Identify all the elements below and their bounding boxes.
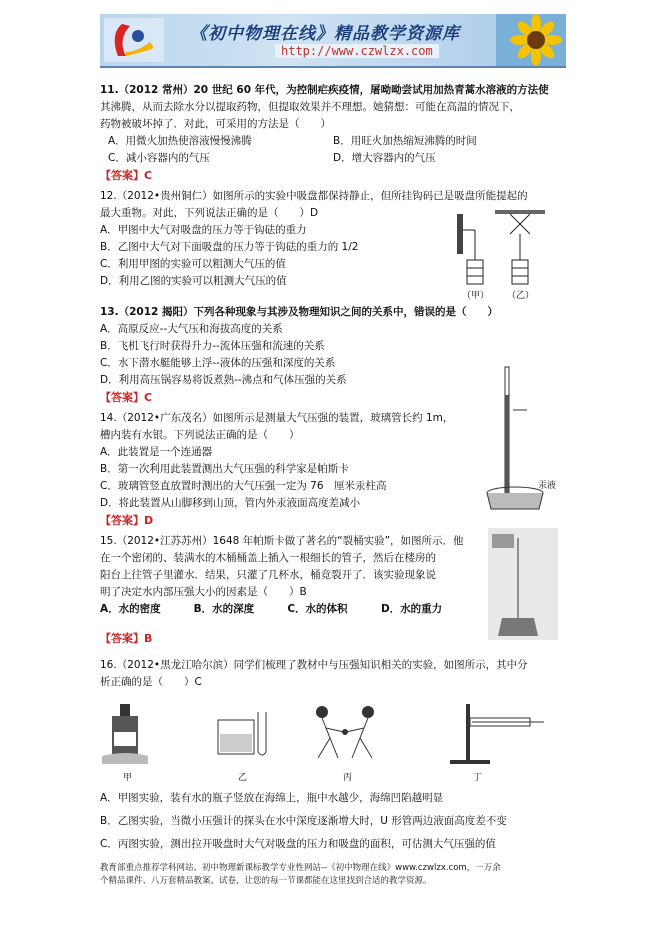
option-b: B．用旺火加热缩短沸腾的时间: [333, 135, 477, 147]
option-a: A．此装置是一个连通器: [100, 446, 213, 458]
option-d: D．水的重力: [380, 603, 443, 615]
figure-label-jia: 甲: [123, 773, 133, 783]
option-b: B．第一次利用此装置测出大气压强的科学家是帕斯卡: [100, 463, 349, 475]
question-15-line: 阳台上往管子里灌水．结果，只灌了几杯水，桶竟裂开了．该实验现象说: [100, 569, 436, 581]
option-c: C．玻璃管竖直放置时测出的大气压强一定为 76 厘米汞柱高: [100, 480, 387, 492]
footer-line: 教育部重点推荐学科网站、初中物理新课标教学专业性网站--《初中物理在线》www.czwlzx.com，一万余: [100, 863, 501, 873]
question-11-line: 其沸腾，从而去除水分以提取药物，但提取效果并不理想。她猜想：可能在高温的情况下，: [100, 101, 520, 113]
question-11-line: 11.（2012 常州）20 世纪 60 年代，为控制疟疾疫情，屠呦呦尝试用加热青蒿水溶液的方法使: [100, 84, 549, 96]
figure-label-ding: 丁: [473, 773, 483, 783]
question-16-line: 16.（2012•黑龙江哈尔滨）同学们梳理了教材中与压强知识相关的实验，如图所示，其中分: [100, 659, 528, 671]
sunflower-image: [496, 14, 566, 66]
option-b: B．乙图实验，当微小压强计的探头在水中深度逐渐增大时，U 形管两边液面高度差不变: [100, 815, 507, 827]
option-c: C．丙图实验，测出拉开吸盘时大气对吸盘的压力和吸盘的面积，可估测大气压强的值: [100, 838, 496, 850]
footer-line: 个精品课件、八万套精品教案、试卷，让您的每一节课都能在这里找到合适的教学资源。: [100, 876, 432, 886]
figure-label-yi: 乙: [238, 773, 248, 783]
option-a: A．用微火加热使溶液慢慢沸腾: [108, 135, 252, 147]
option-d: D．利用乙图的实验可以粗测大气压的值: [100, 275, 287, 287]
banner-url[interactable]: http://www.czwlzx.com: [275, 44, 439, 58]
option-d: D．利用高压锅容易将饭煮熟--沸点和气体压强的关系: [100, 374, 347, 386]
option-b: B．飞机飞行时获得升力--流体压强和流速的关系: [100, 340, 325, 352]
figure-label-mercury: 汞液: [538, 481, 557, 491]
site-logo: [104, 18, 164, 62]
option-c: C．水的体积: [287, 603, 348, 615]
answer: 【答案】B: [100, 632, 153, 645]
question-11: [100, 82, 570, 184]
question-14: [100, 410, 480, 529]
answer: 【答案】D: [100, 514, 154, 527]
option-d: D．增大容器内的气压: [333, 152, 436, 164]
answer: 【答案】C: [100, 391, 153, 404]
option-d: D．将此装置从山脚移到山顶，管内外汞液面高度差减小: [100, 497, 361, 509]
question-11-line: 药物被破坏掉了．对此，可采用的方法是（ ）: [100, 118, 331, 130]
banner-title: 《初中物理在线》精品教学资源库: [190, 24, 460, 44]
header-banner: [100, 14, 566, 68]
experiments-figure: [100, 698, 570, 780]
figure-label-yi: （乙）: [507, 291, 535, 301]
barrel-experiment-figure: [488, 528, 558, 640]
question-15-line: 在一个密闭的、装满水的木桶桶盖上插入一根细长的管子，然后在楼房的: [100, 552, 436, 564]
question-13-line: 13.（2012 揭阳）下列各种现象与其涉及物理知识之间的关系中，错误的是（ ）: [100, 306, 498, 318]
question-15-line: 15.（2012•江苏苏州）1648 年帕斯卡做了著名的“裂桶实验”，如图所示．他: [100, 535, 464, 547]
option-a: A．甲图实验，装有水的瓶子竖放在海绵上，瓶中水越少，海绵凹陷越明显: [100, 792, 444, 804]
figure-label-bing: 丙: [343, 773, 353, 783]
option-c: C．减小容器内的气压: [108, 152, 210, 164]
question-12-line: 12.（2012•贵州铜仁）如图所示的实验中吸盘都保持静止，但所挂钩码已是吸盘所能提起的: [100, 190, 528, 202]
option-a: A．甲图中大气对吸盘的压力等于钩砝的重力: [100, 224, 307, 236]
answer: 【答案】C: [100, 169, 153, 182]
option-a: A．水的密度: [100, 603, 161, 615]
question-12-line: 最大重物。对此，下列说法正确的是（ ）D: [100, 207, 319, 219]
option-c: C．水下潜水艇能够上浮--液体的压强和深度的关系: [100, 357, 336, 369]
option-a: A．高原反应--大气压和海拔高度的关系: [100, 323, 283, 335]
figure-label-jia: （甲）: [462, 291, 490, 301]
option-c: C．利用甲图的实验可以粗测大气压的值: [100, 258, 286, 270]
option-b: B．水的深度: [193, 603, 255, 615]
question-14-line: 14.（2012•广东茂名）如图所示是测量大气压强的装置，玻璃管长约 1m，: [100, 412, 454, 424]
question-16: [100, 657, 570, 691]
question-16-options: [100, 790, 570, 853]
question-15: [100, 533, 490, 647]
question-15-line: 明了决定水内部压强大小的因素是（ ）B: [100, 586, 307, 598]
question-14-line: 槽内装有水银。下列说法正确的是（ ）: [100, 429, 300, 441]
question-16-line: 析正确的是（ ）C: [100, 676, 202, 688]
option-b: B．乙图中大气对下面吸盘的压力等于钩砝的重力的 1/2: [100, 241, 359, 253]
mercury-barometer-figure: [483, 365, 563, 515]
page-footer: [100, 862, 570, 888]
